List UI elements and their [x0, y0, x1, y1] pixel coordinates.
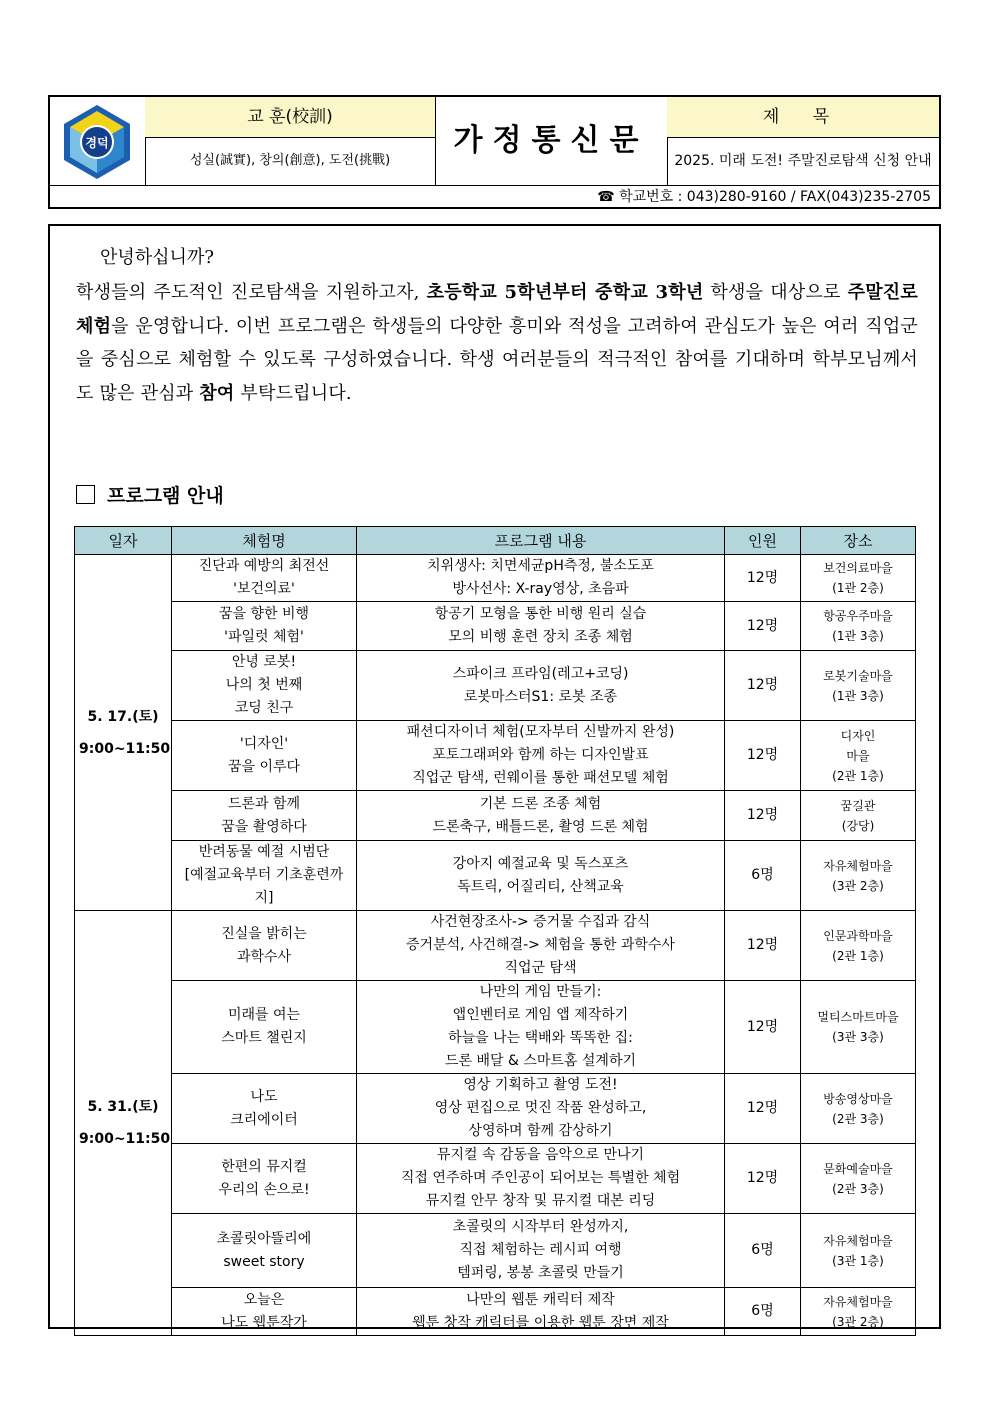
program-name-cell-line: '보건의료' [233, 581, 295, 597]
intro-text-2: 학생을 대상으로 [703, 282, 848, 303]
program-content-cell-line: 로봇마스터S1: 로봇 조종 [463, 688, 618, 705]
program-name-cell [172, 1074, 357, 1144]
table-row [75, 602, 916, 651]
program-name-cell [172, 651, 357, 721]
program-content-cell-line: 직접 체험하는 레시피 여행 [459, 1242, 622, 1258]
program-content-cell-line: 항공기 모형을 통한 비행 원리 실습 [434, 606, 647, 622]
program-content-cell-line: 템퍼링, 봉봉 초콜릿 만들기 [457, 1265, 624, 1281]
program-name-cell [172, 911, 357, 981]
time-text: 9:00~11:50 [79, 740, 171, 757]
location-cell-line: 문화예술마을 [823, 1161, 893, 1176]
program-name-cell [172, 602, 357, 651]
program-content-cell-line: 강아지 예절교육 및 독스포츠 [452, 855, 629, 872]
location-cell-line: (1관 3층) [832, 629, 884, 643]
location-cell-line: 마을 [846, 748, 870, 763]
intro-paragraph [76, 276, 918, 410]
program-content-cell [357, 981, 725, 1074]
location-cell-line: (강당) [841, 818, 875, 833]
location-cell-line: (3관 3층) [832, 1030, 884, 1044]
school-motto: 성실(誠實), 창의(創意), 도전(挑戰) [145, 137, 436, 185]
program-name-cell-line: 드론과 함께 [227, 795, 301, 812]
capacity-cell: 12명 [725, 721, 801, 791]
program-content-cell-line: 드론축구, 배틀드론, 촬영 드론 체험 [432, 818, 649, 835]
program-name-cell-line: 미래를 여는 [227, 1007, 301, 1023]
program-table [74, 526, 916, 1336]
intro-emphasis-target: 초등학교 5학년부터 중학교 3학년 [426, 282, 704, 303]
program-name-cell-line: 우리의 손으로! [218, 1181, 310, 1198]
program-name-cell [172, 791, 357, 841]
program-content-cell-line: 드론 배달 & 스마트홈 설계하기 [444, 1053, 636, 1069]
location-cell-line: (2관 1층) [832, 768, 884, 783]
program-name-cell-line: 나도 웹툰작가 [221, 1314, 307, 1331]
greeting: 안녕하십니까? [100, 247, 214, 268]
program-name-cell-line: [예절교육부터 기초훈련까지] [184, 867, 344, 906]
date-text: 5. 31.(토) [87, 1099, 159, 1115]
capacity-cell: 12명 [725, 1074, 801, 1144]
col-header-count: 인원 [725, 527, 801, 555]
location-cell-line: 인문과학마을 [823, 928, 893, 943]
location-cell-line: (3관 2층) [832, 878, 884, 893]
program-content-cell-line: 사건현장조사-> 증거물 수집과 감식 [430, 914, 651, 930]
location-cell [801, 1074, 916, 1144]
program-content-cell [357, 1144, 725, 1214]
subject-title: 2025. 미래 도전! 주말진로탐색 신청 안내 [674, 153, 932, 169]
capacity-cell: 12명 [725, 555, 801, 602]
program-name-cell [172, 841, 357, 911]
program-content-cell-line: 포토그래퍼와 함께 하는 디자인발표 [432, 747, 649, 763]
program-name-cell [172, 1288, 357, 1336]
program-name-cell-line: 진단과 예방의 최전선 [198, 558, 330, 574]
program-name-cell-line: 안녕 로봇! [231, 654, 297, 670]
intro-emphasis-participation: 참여 [199, 382, 235, 404]
table-row [75, 841, 916, 911]
document-title: 가정통신문 [435, 97, 668, 185]
capacity-cell: 12명 [725, 651, 801, 721]
table-header-row [75, 527, 916, 555]
program-content-cell-line: 뮤지컬 속 감동을 음악으로 만나기 [436, 1147, 645, 1163]
table-row [75, 651, 916, 721]
subject-label: 제 목 [667, 97, 939, 138]
location-cell-line: (3관 1층) [832, 1253, 884, 1268]
table-row [75, 555, 916, 602]
logo-text: 경덕 [85, 136, 109, 150]
location-cell-line: 꿈길관 [840, 798, 876, 813]
program-name-cell-line: 진실을 밝히는 [221, 925, 307, 942]
location-cell [801, 1214, 916, 1288]
location-cell-line: (3관 2층) [832, 1314, 884, 1329]
program-name-cell-line: 오늘은 [243, 1291, 285, 1308]
table-row [75, 981, 916, 1074]
program-content-cell-line: 증거분석, 사건해결-> 체험을 통한 과학수사 [406, 937, 675, 953]
program-content-cell-line: 기본 드론 조종 체험 [479, 795, 602, 812]
program-content-cell [357, 911, 725, 981]
program-name-cell-line: '디자인' [239, 735, 289, 752]
location-cell-line: (2관 3층) [832, 1181, 884, 1196]
program-content-cell-line: 패션디자이너 체험(모자부터 신발까지 완성) [406, 724, 675, 740]
intro-emphasis-program: 주말진로체험 [76, 282, 918, 337]
program-name-cell [172, 981, 357, 1074]
col-header-date: 일자 [75, 527, 172, 555]
location-cell-line: 자유체험마을 [823, 1294, 893, 1309]
location-cell-line: 멀티스마트마을 [817, 1010, 899, 1024]
location-cell-line: 디자인 [840, 728, 876, 743]
location-cell [801, 911, 916, 981]
program-content-cell-line: 뮤지컬 안무 창작 및 뮤지컬 대본 리딩 [425, 1193, 656, 1209]
table-row [75, 911, 916, 981]
header-box [48, 95, 941, 209]
program-content-cell-line: 스파이크 프라임(레고+코딩) [452, 665, 629, 682]
program-content-cell-line: 영상 편집으로 멋진 작품 완성하고, [434, 1100, 647, 1116]
capacity-cell: 12명 [725, 1144, 801, 1214]
program-content-cell [357, 602, 725, 651]
program-content-cell-line: 독트릭, 어질리티, 산책교육 [457, 878, 624, 895]
program-name-cell-line: 과학수사 [236, 948, 292, 965]
intro-text-3: 을 운영합니다. 이번 프로그램은 학생들의 다양한 흥미와 적성을 고려하여 관심도가 높은 여러 직업군을 중심으로 체험할 수 있도록 구성하였습니다. 학생 여러분들의 적극적인 참여를 기대하며 학부모님께서도 많은 관심과 [76, 315, 918, 404]
program-name-cell-line: 스마트 챌린지 [221, 1030, 307, 1046]
program-name-cell-line: 나의 첫 번째 [225, 677, 303, 693]
date-cell [75, 555, 172, 911]
program-name-cell-line: sweet story [223, 1253, 305, 1270]
program-content-cell-line: 직업군 탐색, 런웨이를 통한 패션모델 체험 [412, 770, 669, 786]
table-row [75, 1288, 916, 1336]
table-row [75, 1074, 916, 1144]
program-name-cell-line: 꿈을 촬영하다 [221, 818, 307, 835]
date-cell [75, 911, 172, 1336]
capacity-cell: 12명 [725, 791, 801, 841]
time-text: 9:00~11:50 [79, 1131, 171, 1147]
capacity-cell: 12명 [725, 602, 801, 651]
location-cell [801, 841, 916, 911]
program-content-cell [357, 555, 725, 602]
location-cell [801, 791, 916, 841]
table-row [75, 791, 916, 841]
program-content-cell-line: 하늘을 나는 택배와 똑똑한 집: [448, 1030, 633, 1046]
school-logo [50, 97, 146, 185]
program-content-cell [357, 1214, 725, 1288]
location-cell-line: (2관 1층) [832, 948, 884, 963]
program-content-cell [357, 841, 725, 911]
program-content-cell-line: 나만의 웹툰 캐릭터 제작 [466, 1291, 615, 1308]
capacity-cell: 6명 [725, 1214, 801, 1288]
program-name-cell-line: 나도 [250, 1088, 278, 1105]
program-name-cell-line: 한편의 뮤지컬 [221, 1158, 307, 1175]
program-content-cell-line: 상영하며 함께 감상하기 [468, 1123, 613, 1139]
program-content-cell [357, 791, 725, 841]
motto-label: 교 훈(校訓) [145, 97, 436, 138]
program-name-cell [172, 1144, 357, 1214]
intro-text-1: 학생들의 주도적인 진로탐색을 지원하고자, [76, 282, 427, 303]
location-cell-line: 보건의료마을 [823, 561, 893, 575]
capacity-cell: 12명 [725, 911, 801, 981]
program-content-cell [357, 1288, 725, 1336]
location-cell-line: 자유체험마을 [823, 858, 893, 873]
program-content-cell-line: 직접 연주하며 주인공이 되어보는 특별한 체험 [400, 1170, 681, 1186]
capacity-cell: 6명 [725, 1288, 801, 1336]
program-name-cell-line: 반려동물 예절 시범단 [198, 844, 330, 860]
program-name-cell [172, 721, 357, 791]
program-content-cell [357, 721, 725, 791]
location-cell [801, 721, 916, 791]
col-header-place: 장소 [801, 527, 916, 555]
location-cell-line: (1관 2층) [832, 581, 884, 595]
location-cell [801, 555, 916, 602]
program-content-cell [357, 1074, 725, 1144]
section-title-text: 프로그램 안내 [107, 485, 224, 507]
telephone-icon: ☎ [597, 189, 615, 205]
program-name-cell [172, 1214, 357, 1288]
program-name-cell-line: 초콜릿아뜰리에 [216, 1230, 312, 1247]
program-content-cell-line: 직업군 탐색 [504, 960, 577, 976]
table-row [75, 1214, 916, 1288]
section-title [76, 481, 224, 508]
col-header-name: 체험명 [172, 527, 357, 555]
program-name-cell-line: 꿈을 향한 비행 [218, 606, 310, 622]
program-content-cell-line: 나만의 게임 만들기: [479, 984, 602, 1000]
program-name-cell-line: 크리에이터 [230, 1111, 298, 1128]
capacity-cell: 12명 [725, 981, 801, 1074]
location-cell [801, 981, 916, 1074]
location-cell-line: 자유체험마을 [823, 1233, 893, 1248]
col-header-content: 프로그램 내용 [357, 527, 725, 555]
school-emblem-icon [50, 97, 145, 185]
location-cell [801, 1144, 916, 1214]
phone-fax-text: 학교번호 : 043)280-9160 / FAX(043)235-2705 [619, 189, 931, 205]
program-name-cell-line: '파일럿 체험' [224, 629, 304, 645]
program-content-cell-line: 영상 기획하고 촬영 도전! [463, 1077, 618, 1093]
location-cell-line: 로봇기술마을 [823, 668, 893, 683]
program-name-cell-line: 코딩 친구 [234, 700, 294, 716]
table-row [75, 1144, 916, 1214]
location-cell-line: (2관 3층) [832, 1111, 884, 1126]
program-content-cell-line: 치위생사: 치면세균pH측정, 불소도포 [427, 558, 654, 574]
contact-line [50, 185, 939, 207]
location-cell [801, 651, 916, 721]
program-content-cell [357, 651, 725, 721]
program-content-cell-line: 초콜릿의 시작부터 완성까지, [452, 1219, 629, 1235]
location-cell [801, 602, 916, 651]
location-cell-line: 항공우주마을 [823, 609, 893, 623]
location-cell-line: (1관 3층) [832, 688, 884, 703]
program-name-cell [172, 555, 357, 602]
program-content-cell-line: 모의 비행 훈련 장치 조종 체험 [448, 629, 633, 645]
checkbox-square-icon [76, 485, 95, 504]
table-row [75, 721, 916, 791]
location-cell-line: 방송영상마을 [823, 1091, 893, 1106]
program-content-cell-line: 앱인벤터로 게임 앱 제작하기 [452, 1007, 629, 1023]
intro-text-4: 부탁드립니다. [234, 382, 352, 404]
program-content-cell-line: 방사선사: X-ray영상, 초음파 [452, 581, 629, 597]
capacity-cell: 6명 [725, 841, 801, 911]
location-cell [801, 1288, 916, 1336]
program-content-cell-line: 웹툰 창작 캐릭터를 이용한 웹툰 장면 제작 [412, 1314, 669, 1331]
date-text: 5. 17.(토) [87, 708, 159, 725]
program-name-cell-line: 꿈을 이루다 [227, 758, 301, 775]
